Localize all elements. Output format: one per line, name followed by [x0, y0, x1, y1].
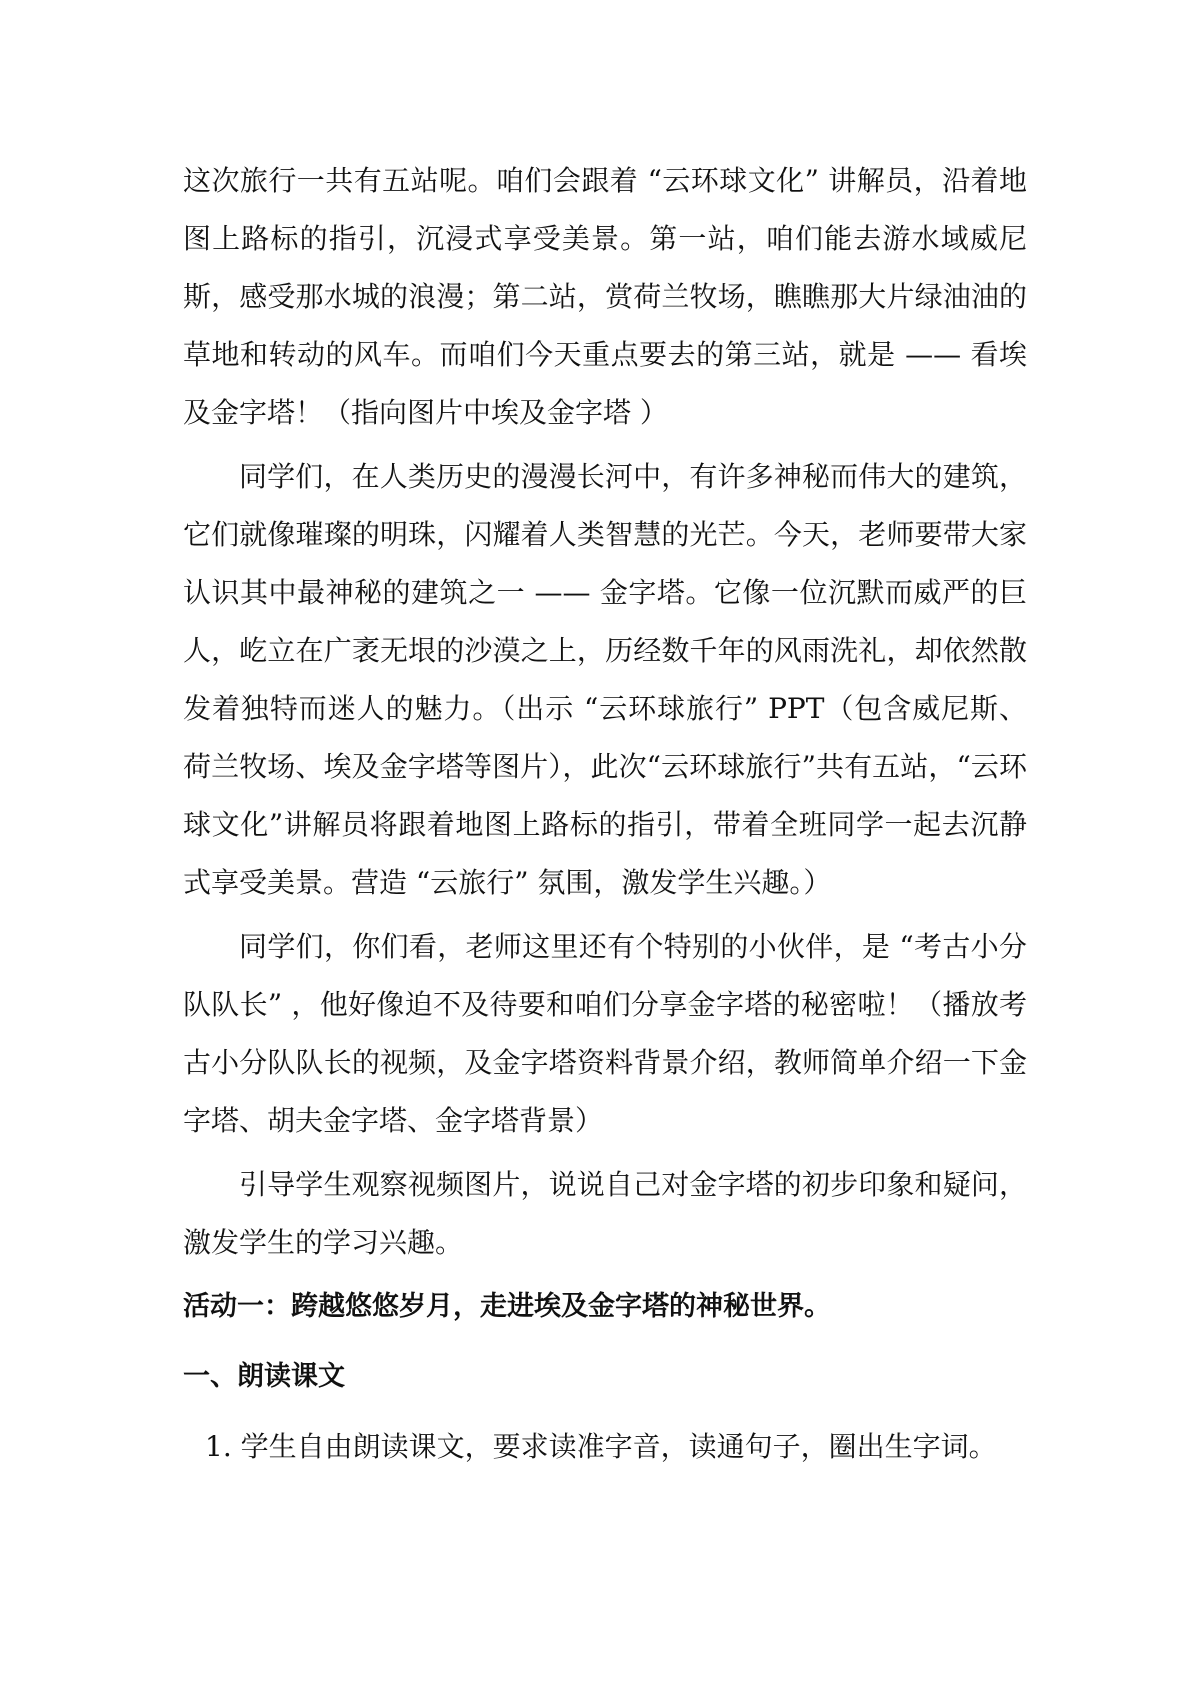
paragraph-trip-intro: 这次旅行一共有五站呢。咱们会跟着 “云环球文化” 讲解员，沿着地图上路标的指引，沉浸式享受美景。第一站，咱们能去游水域威尼斯，感受那水城的浪漫；第二站，赏荷兰牧场，瞧瞧那大片绿油油的草地和转动的风车。而咱们今天重点要去的第三站，就是 —— 看埃及金字塔！（指向图片中埃及金字塔 ）	[183, 164, 1027, 429]
activity-heading: 活动一：跨越悠悠岁月，走进埃及金字塔的神秘世界。	[183, 1291, 831, 1322]
paragraph-pyramid-intro: 同学们，在人类历史的漫漫长河中，有许多神秘而伟大的建筑，它们就像璀璨的明珠，闪耀着人类智慧的光芒。今天，老师要带大家认识其中最神秘的建筑之一 —— 金字塔。它像一位沉默而威严的巨人，屹立在广袤无垠的沙漠之上，历经数千年的风雨洗礼，却依然散发着独特而迷人的魅力。（出示 “云环球旅行” PPT（包含威尼斯、荷兰牧场、埃及金字塔等图片），此次“云环球旅行”共有五站，“云环球文化”讲解员将跟着地图上路标的指引，带着全班同学一起去沉静式享受美景。营造 “云旅行” 氛围，激发学生兴趣。）	[183, 460, 1027, 899]
paragraph-archaeology-captain: 同学们，你们看，老师这里还有个特别的小伙伴，是 “考古小分队队长” ，他好像迫不及待要和咱们分享金字塔的秘密啦！（播放考古小分队队长的视频，及金字塔资料背景介绍，教师简单介绍一下金字塔、胡夫金字塔、金字塔背景）	[183, 930, 1027, 1137]
paragraph-guide-observation: 引导学生观察视频图片，说说自己对金字塔的初步印象和疑问，激发学生的学习兴趣。	[183, 1168, 1027, 1259]
section-heading: 一、朗读课文	[183, 1361, 345, 1392]
list-item: 1. 学生自由朗读课文，要求读准字音，读通句子，圈出生字词。	[205, 1430, 997, 1463]
document-body	[183, 152, 1027, 1476]
